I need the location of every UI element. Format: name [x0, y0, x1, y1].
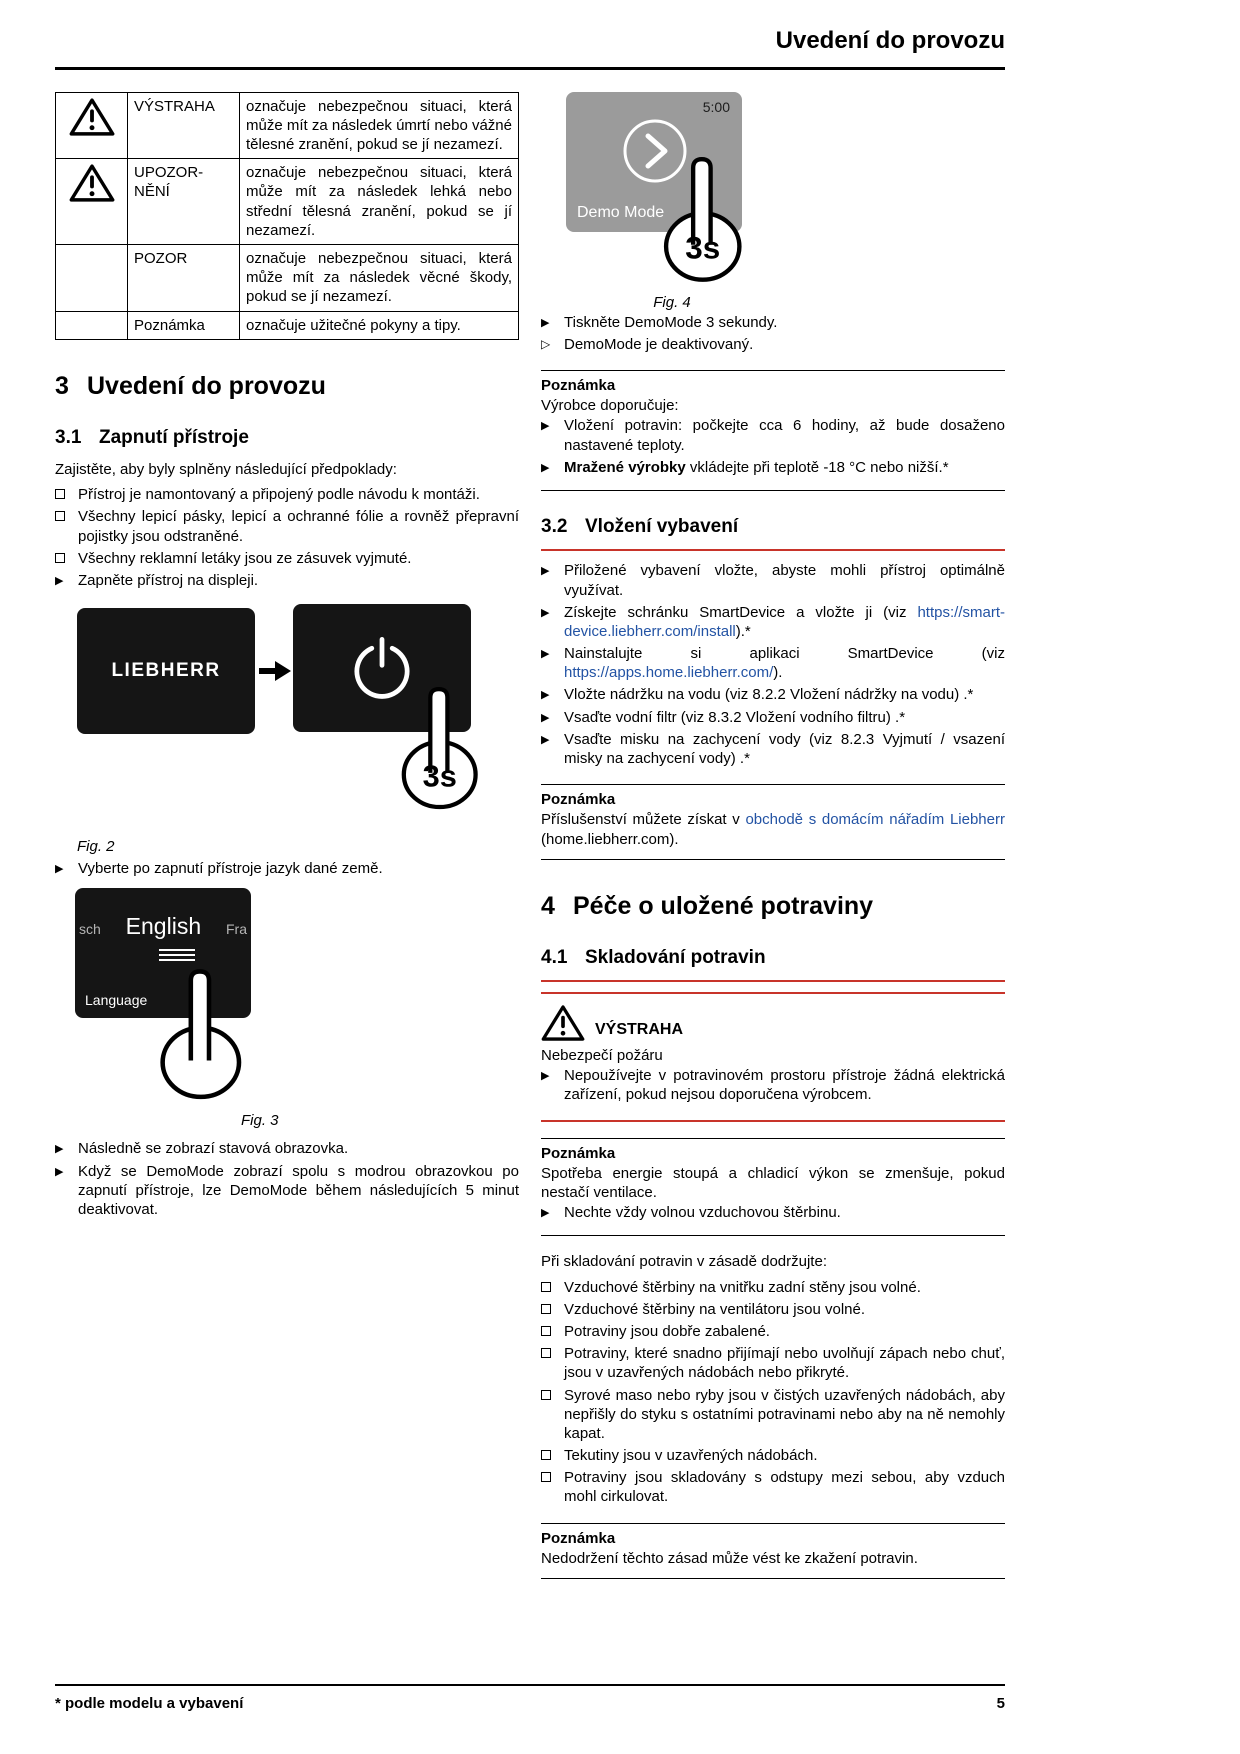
list-item: Potraviny, které snadno přijímají nebo uvolňují zápach nebo chuť, jsou v uzavřených nádobách nebo přikryté. [541, 1344, 1005, 1382]
checkbox-icon [541, 1278, 564, 1297]
list-item: Vzduchové štěrbiny na vnitřku zadní stěny jsou volné. [541, 1278, 1005, 1297]
checkbox-icon [55, 549, 78, 568]
action-item: ▶ Vložení potravin: počkejte cca 6 hodiny, až bude dosaženo nastavené teploty. [541, 417, 1005, 454]
warning-box [541, 992, 1005, 1122]
signal-desc: označuje užitečné pokyny a tipy. [240, 311, 519, 339]
action-item: ▶ Přiložené vybavení vložte, abyste mohli přístroj optimálně využívat. [541, 562, 1005, 599]
arrow-bullet-icon: ▶ [55, 575, 64, 588]
empty-cell [56, 245, 128, 312]
checkbox-icon [55, 507, 78, 545]
intro-text: Zajistěte, aby byly splněny následující předpoklady: [55, 461, 397, 479]
language-menu-label: Language [85, 991, 148, 1008]
action-item: ▶ Tiskněte DemoMode 3 sekundy. [541, 313, 778, 331]
signal-term: Poznámka [128, 311, 240, 339]
signal-term: UPOZOR-NĚNÍ [128, 159, 240, 245]
figure-3 [55, 888, 519, 1138]
list-item: Všechny lepicí pásky, lepicí a ochranné fólie a rovněž přepravní pojistky jsou odstraněné. [55, 507, 519, 545]
checkbox-icon [55, 485, 78, 504]
checkbox-icon [541, 1322, 564, 1341]
warning-triangle-icon [541, 1004, 585, 1042]
hand-gesture-icon [149, 966, 249, 1108]
page-title: Uvedení do provozu [775, 27, 1005, 54]
language-option-selected: English [125, 913, 202, 940]
note-block [541, 370, 1005, 491]
arrow-bullet-icon: ▶ [55, 863, 64, 876]
table-row [56, 245, 519, 312]
language-option-next: Fra [225, 921, 247, 938]
action-item: ▶ Vyberte po zapnutí přístroje jazyk dané země. [55, 860, 383, 878]
demo-mode-label: Demo Mode [577, 204, 665, 222]
list-item: Tekutiny jsou v uzavřených nádobách. [541, 1446, 1005, 1465]
note-text: Spotřeba energie stoupá a chladicí výkon se zmenšuje, pokud nestačí ventilace. [541, 1164, 1005, 1202]
selection-indicator-lines [159, 949, 251, 961]
list-item: Potraviny jsou skladovány s odstupy mezi sebou, aby vzduch mohl cirkulovat. [541, 1468, 1005, 1506]
action-item: ▶ Nechte vždy volnou vzduchovou štěrbinu. [541, 1204, 841, 1222]
figure-caption: Fig. 4 [653, 293, 691, 311]
note-block [541, 784, 1005, 860]
note-title: Poznámka [541, 1529, 616, 1547]
countdown-time: 5:00 [702, 98, 730, 115]
hand-gesture-icon [391, 684, 485, 817]
arrow-bullet-icon: ▶ [541, 420, 550, 433]
header-rule [55, 67, 1005, 70]
page [55, 0, 1005, 1595]
note-text: Výrobce doporučuje: [541, 397, 679, 415]
heading-rule [541, 549, 1005, 551]
page-number: 5 [996, 1695, 1005, 1712]
checkbox-icon [541, 1446, 564, 1465]
signal-desc: označuje nebezpečnou situaci, která může mít za následek lehká nebo střední tělesná zranění, pokud se jí nezamezí. [240, 159, 519, 245]
liebherr-logo: LIEBHERR [111, 660, 221, 682]
gesture-duration-label: 3s [685, 230, 721, 266]
arrow-bullet-icon: ▶ [541, 565, 550, 578]
warning-header [541, 1004, 1005, 1042]
result-arrow-icon: ▷ [541, 336, 551, 351]
arrow-bullet-icon: ▶ [541, 606, 550, 619]
note-title: Poznámka [541, 791, 616, 809]
action-item: ▶ Získejte schránku SmartDevice a vložte ji (viz https://smart-device.liebherr.com/install).* [541, 603, 1005, 640]
language-carousel [75, 912, 251, 941]
display-liebherr-logo [77, 608, 255, 734]
signal-term: VÝSTRAHA [128, 92, 240, 159]
heading-rule [541, 980, 1005, 982]
section-4-heading: 4 Péče o uložené potraviny [541, 891, 874, 920]
checkbox-icon [541, 1300, 564, 1319]
action-item: ▶ Když se DemoMode zobrazí spolu s modrou obrazovkou po zapnutí přístroje, lze DemoMode během následujících 5 minut deaktivovat. [55, 1162, 519, 1218]
arrow-bullet-icon: ▶ [541, 461, 550, 474]
table-row [56, 311, 519, 339]
action-item: ▶ Vložte nádržku na vodu (viz 8.2.2 Vložení nádržky na vodu) .* [541, 686, 974, 704]
list-item: Syrové maso nebo ryby jsou v čistých uzavřených nádobách, aby nepřišly do styku s ostatními potravinami nebo aby na ně nemohly kapat. [541, 1386, 1005, 1444]
signal-desc: označuje nebezpečnou situaci, která může mít za následek věcné škody, pokud se jí nezamezí. [240, 245, 519, 312]
arrow-bullet-icon: ▶ [541, 648, 550, 661]
right-column [541, 92, 1005, 1595]
section-4-1-heading: 4.1 Skladování potravin [541, 946, 766, 968]
hand-gesture-icon [653, 154, 749, 290]
page-header [55, 0, 1005, 70]
list-item: Všechny reklamní letáky jsou ze zásuvek vyjmuté. [55, 549, 519, 568]
table-row [56, 159, 519, 245]
signal-term: POZOR [128, 245, 240, 312]
figure-caption: Fig. 2 [77, 838, 115, 856]
gesture-duration-label: 3s [422, 758, 457, 794]
arrow-bullet-icon: ▶ [541, 1070, 550, 1083]
language-option-prev: sch [79, 921, 101, 938]
left-column [55, 92, 519, 1595]
storage-intro: Při skladování potravin v zásadě dodržujte: [541, 1253, 827, 1271]
arrow-bullet-icon: ▶ [55, 1143, 64, 1156]
warning-triangle-icon [56, 92, 128, 159]
smartdevice-app-link[interactable]: https://apps.home.liebherr.com/ [564, 664, 774, 682]
action-item: ▶ Nainstalujte si aplikaci SmartDevice (viz https://apps.home.liebherr.com/). [541, 645, 1005, 682]
checkbox-icon [541, 1468, 564, 1506]
action-item: ▶ Mražené výrobky vkládejte při teplotě -18 °C nebo nižší.* [541, 458, 949, 476]
arrow-bullet-icon: ▶ [541, 1207, 550, 1220]
arrow-bullet-icon: ▶ [541, 316, 550, 329]
note-block [541, 1138, 1005, 1237]
list-item: Potraviny jsou dobře zabalené. [541, 1322, 1005, 1341]
action-item: ▶ Vsaďte misku na zachycení vody (viz 8.2.3 Vyjmutí / vsazení misky na zachycení vody) .* [541, 730, 1005, 768]
page-footer [55, 1684, 1005, 1713]
checkbox-icon [541, 1344, 564, 1382]
bold-text: Mražené výrobky [564, 458, 686, 476]
note-block [541, 1523, 1005, 1579]
note-title: Poznámka [541, 377, 616, 395]
footnote-text: * podle modelu a vybavení [55, 1695, 244, 1712]
figure-caption: Fig. 3 [241, 1112, 279, 1130]
list-item: Vzduchové štěrbiny na ventilátoru jsou volné. [541, 1300, 1005, 1319]
arrow-bullet-icon: ▶ [541, 733, 550, 746]
note-text: Příslušenství můžete získat v obchodě s domácím nářadím Liebherr (home.liebherr.com). [541, 811, 1005, 848]
action-item: ▶ Zapněte přístroj na displeji. [55, 572, 259, 590]
arrow-bullet-icon: ▶ [55, 1165, 64, 1178]
arrow-bullet-icon: ▶ [541, 689, 550, 702]
list-item: Přístroj je namontovaný a připojený podle návodu k montáži. [55, 485, 519, 504]
hazard-text: Nebezpečí požáru [541, 1047, 663, 1065]
liebherr-shop-link[interactable]: obchodě s domácím nářadím Liebherr [745, 811, 1005, 829]
arrow-right-icon [259, 660, 291, 682]
section-3-heading: 3 Uvedení do provozu [55, 371, 326, 400]
warning-title: VÝSTRAHA [595, 1020, 684, 1038]
figure-4 [541, 92, 1005, 312]
result-item: ▷ DemoMode je deaktivovaný. [541, 335, 754, 353]
section-3-2-heading: 3.2 Vložení vybavení [541, 516, 739, 538]
signal-desc: označuje nebezpečnou situaci, která může mít za následek úmrtí nebo vážné tělesné zranění, pokud se jí nezamezí. [240, 92, 519, 159]
arrow-bullet-icon: ▶ [541, 711, 550, 724]
section-3-1-heading: 3.1 Zapnutí přístroje [55, 426, 249, 448]
note-title: Poznámka [541, 1144, 616, 1162]
figure-2 [55, 604, 519, 858]
table-row [56, 92, 519, 159]
checkbox-icon [541, 1386, 564, 1444]
smartdevice-install-link[interactable]: https://smart-device.liebherr.com/install [564, 603, 1005, 640]
empty-cell [56, 311, 128, 339]
action-item: ▶ Vsaďte vodní filtr (viz 8.3.2 Vložení vodního filtru) .* [541, 708, 906, 726]
action-item: ▶ Následně se zobrazí stavová obrazovka. [55, 1140, 349, 1158]
warning-triangle-icon [56, 159, 128, 245]
signal-words-table [55, 92, 519, 340]
note-text: Nedodržení těchto zásad může vést ke zkažení potravin. [541, 1549, 918, 1567]
action-item: ▶ Nepoužívejte v potravinovém prostoru přístroje žádná elektrická zařízení, pokud nejsou doporučena výrobcem. [541, 1067, 1005, 1104]
